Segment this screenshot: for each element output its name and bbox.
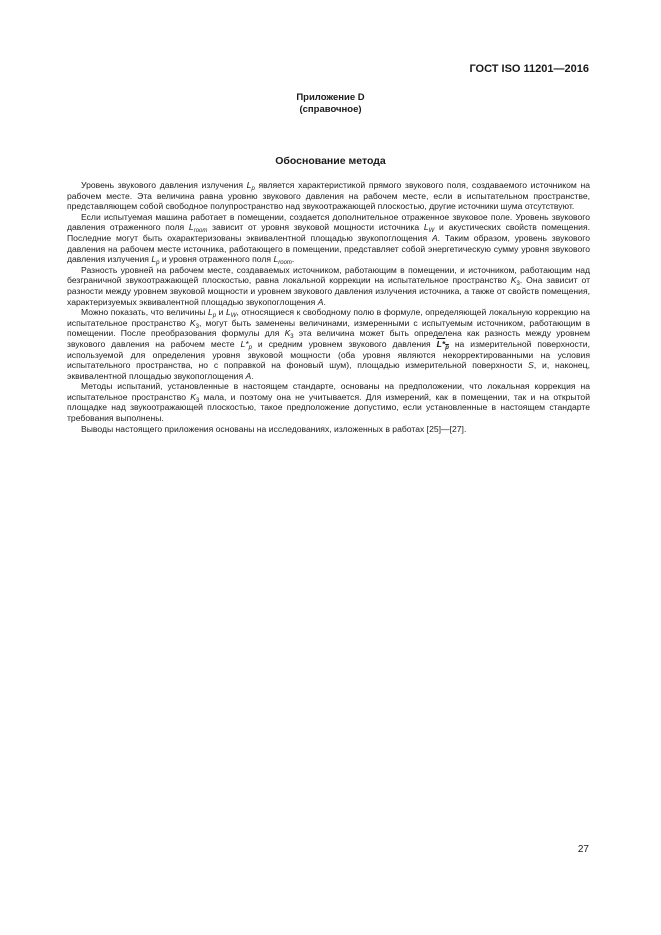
section-title: Обоснование метода (275, 155, 386, 167)
paragraph-4: Можно показать, что величины $L_p$ и $L_W$, относящиеся к свободному полю в формуле, определяющей локальную коррекцию на испытательное пространство $K_3$, могут быть заменены величинами, измеренными с испытуемым источником, работающим в помещении. После преобразования формулы для $K_3$ эта величина может быть определена как разность между уровнем звукового давления на рабочем месте $L*_p$ и средним уровнем звукового давления $L*_p$ на измерительной поверхности, используемой для определения уровня звуковой мощности (оба уровня являются некорректированными на условия испытательного пространства, но с поправкой на фоновый шум), площадью измерительной поверхности S, и, наконец, эквивалентной площадью звукопоглощения A. (67, 307, 591, 381)
paragraph-3: Разность уровней на рабочем месте, создаваемых источником, работающим в помещении, и источником, работающим над безграничной звукоотражающей плоскостью, равна локальной коррекции на испытательное пространство $K_3$. Она зависит от разности между уровнем звуковой мощности и уровнем звукового давления излучения источника, а также от свойств помещения, характеризуемых эквивалентной площадью звукопоглощения A. (67, 264, 591, 307)
document-body (67, 180, 590, 434)
paragraph-6: Выводы настоящего приложения основаны на исследованиях, изложенных в работах [25]—[27]. (81, 423, 467, 434)
page-number: 27 (577, 844, 589, 855)
appendix-heading (0, 92, 661, 116)
mean-level-symbol: $L*_p$ (436, 338, 449, 351)
paragraph-1: Уровень звукового давления излучения $L_p$ является характеристикой прямого звукового поля, создаваемого источником на рабочем месте. Эта величина равна уровню звукового давления на рабочем месте, если в испытательном пространстве, представляющем собой свободное полупространство над звукоотражающей плоскостью, другие источники шума отсутствуют. (67, 180, 590, 212)
appendix-label: Приложение D (296, 92, 365, 103)
paragraph-2: Если испытуемая машина работает в помещении, создается дополнительное отраженное звуковое поле. Уровень звукового давления отраженного поля $L_{room}$ зависит от уровня звуковой мощности источника $L_W$ и акустических свойств помещения. Последние могут быть охарактеризованы эквивалентной площадью звукопоглощения A. Таким образом, уровень звукового давления на рабочем месте источника, работающего в помещении, представляет собой энергетическую сумму уровня звукового давления излучения $L_p$ и уровня отраженного поля $L_{room}$. (67, 211, 590, 267)
document-header-standard: ГОСТ ISO 11201—2016 (469, 63, 589, 75)
appendix-type: (справочное) (299, 104, 362, 115)
paragraph-5: Методы испытаний, установленные в настоящем стандарте, основаны на предположении, что локальная коррекция на испытательное пространство $K_3$ мала, и поэтому она не учитывается. Для измерений, как в помещении, так и на открытой площадке над звукоотражающей плоскостью, такое предположение допустимо, если установленные в настоящем стандарте требования выполнены. (67, 381, 590, 424)
